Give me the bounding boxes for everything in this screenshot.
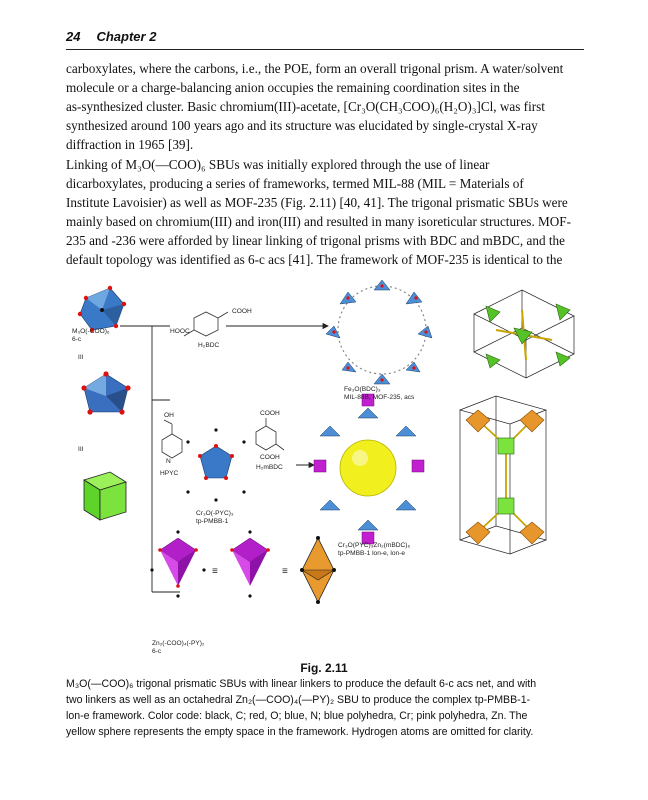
- text-line: default topology was identified as 6-c acs [41]. The framework of MOF-235 is identical to the: [66, 252, 563, 267]
- figure-label: Fig. 2.11: [300, 661, 348, 675]
- figure-2-11: [66, 270, 586, 660]
- h2mbdc-label: H₂mBDC: [256, 464, 283, 471]
- caption-line: yellow sphere represents the empty space in the framework. Hydrogen atoms are omitted for clarity.: [66, 726, 534, 738]
- text-line: Linking of M₃O(—COO)₆ SBUs was initially explored through the use of linear: [66, 157, 490, 172]
- running-header: [66, 28, 584, 46]
- text-line: dicarboxylates, producing a series of frameworks, termed MIL-88 (MIL = Materials of: [66, 176, 524, 191]
- zn-paddlewheel-2-icon: [230, 530, 270, 597]
- hpyc-molecule-icon: [162, 420, 182, 458]
- chapter-title: Chapter 2: [96, 29, 157, 44]
- cooh-label: COOH: [232, 308, 252, 315]
- text-line: mainly based on chromium(III) and iron(III) and resulted in many isoreticular structures. MOF-: [66, 214, 572, 229]
- mof235-names: MIL-88B, MOF-235, acs: [344, 394, 415, 401]
- equivalence-mark: ≡: [212, 566, 218, 577]
- text-line: molecule or a charge-balancing anion occupies the remaining coordination sites in the: [66, 80, 520, 95]
- oh-label: OH: [164, 412, 174, 419]
- n-atom-label: N: [166, 458, 171, 465]
- tp-pmbb-1-framework-icon: [314, 394, 424, 544]
- cr3o-pyc-label: Cr₃O(-PYC)₃: [196, 510, 234, 517]
- acs-net-topology-icon: [474, 290, 574, 378]
- mof235-formula: Fe₃O(BDC)₃: [344, 386, 381, 393]
- empty-space-sphere-icon: [340, 440, 396, 496]
- zn-paddlewheel-icon: [150, 530, 205, 597]
- caption-line: two linkers as well as an octahedral Zn₂(—COO)₄(—PY)₂ SBU to produce the complex tp-PMBB-1-: [66, 694, 531, 706]
- header-rule: [66, 49, 584, 50]
- paragraph-2: [66, 155, 586, 269]
- sbu-trigonal-prism-icon: [78, 286, 126, 332]
- equivalence-mark: ≡: [282, 566, 288, 577]
- zn-sbu-cn: 6-c: [152, 648, 162, 655]
- zn-sbu-label: Zn₂(-COO)₄(-PY)₂: [152, 640, 205, 647]
- paragraph-1: [66, 59, 586, 154]
- mof-235-framework-icon: [326, 280, 432, 384]
- cooh-label: COOH: [260, 454, 280, 461]
- sbu-label: M₃O(-COO)₆: [72, 328, 110, 335]
- h2bdc-molecule-icon: [184, 312, 228, 336]
- hpyc-label: HPYC: [160, 470, 179, 477]
- text-line: synthesized around 100 years ago and its structure was elucidated by single-crystal X-ray: [66, 118, 538, 133]
- cooh-label: COOH: [260, 410, 280, 417]
- tp-pmbb-label: tp-PMBB-1: [196, 518, 229, 525]
- equivalence-mark: III: [78, 354, 84, 361]
- pmbb-formula: Cr₃O(PYC)₃Zn₂(mBDC)₆: [338, 542, 411, 549]
- figure-caption: [66, 676, 586, 740]
- orange-octahedron-icon: [300, 536, 336, 604]
- text-line: carboxylates, where the carbons, i.e., the POE, form an overall trigonal prism. A water/solvent: [66, 61, 564, 76]
- page-number: 24: [66, 29, 81, 44]
- text-line: Institute Lavoisier) as well as MOF-235 (Fig. 2.11) [40, 41]. The trigonal prismatic SBUs were: [66, 195, 568, 210]
- equivalence-mark: III: [78, 446, 84, 453]
- hooc-label: HOOC: [170, 328, 190, 335]
- text-line: 235 and -236 were afforded by linear linking of trigonal prisms with BDC and mBDC, and the: [66, 233, 565, 248]
- green-prism-node-icon: [84, 472, 126, 520]
- caption-line: lon-e framework. Color code: black, C; red, O; blue, N; blue polyhedra, Cr; pink polyhedra, Zn. The: [66, 710, 528, 722]
- sbu-octahedral-cluster-icon: [81, 371, 130, 414]
- text-line: diffraction in 1965 [39].: [66, 137, 194, 152]
- h2mbdc-molecule-icon: [256, 418, 284, 450]
- h2bdc-label: H₂BDC: [198, 342, 220, 349]
- figure-illustration: [66, 270, 586, 660]
- pmbb-topology: tp-PMBB-1 lon-e, lon-e: [338, 550, 406, 557]
- text-line: as-synthesized cluster. Basic chromium(III)-acetate, [Cr₃O(CH₃COO)₆(H₂O)₃]Cl, was first: [66, 99, 545, 114]
- lon-e-topology-icon: [460, 396, 546, 554]
- caption-line: M₃O(—COO)₆ trigonal prismatic SBUs with linear linkers to produce the default 6-c acs net, and with: [66, 678, 537, 690]
- sbu-label-cn: 6-c: [72, 336, 82, 343]
- cr3o-pyc-cluster-icon: [186, 428, 245, 501]
